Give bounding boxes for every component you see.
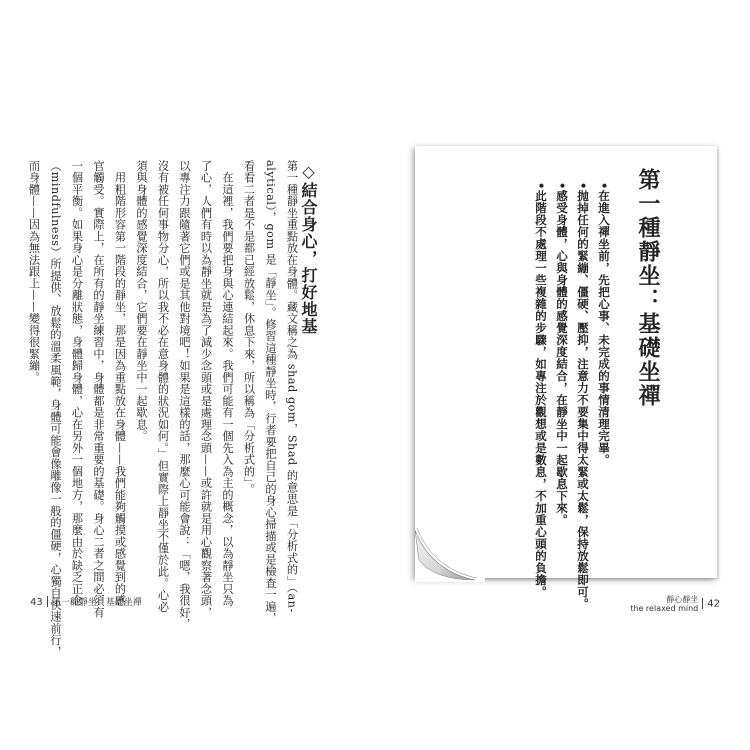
body-line: 而身體——因為無法跟上——變得很緊繃。 <box>27 160 41 384</box>
left-footer <box>30 595 142 608</box>
page-number: 42 <box>707 598 720 610</box>
body-line: 官觸受。實際上，在所有的靜坐練習中，身體都是非常重要的基礎。身心二者之間必須有 <box>92 160 105 619</box>
footer-divider <box>47 596 48 607</box>
chapter-title: 第一種靜坐：基礎坐禪 <box>635 168 660 408</box>
body-line: 以專注力跟隨著它們或是其他對境吧！如果是這樣的話，那麼心可能會說：「嗯，我很好， <box>178 160 191 630</box>
body-line: 一個平衡。如果身心是分離狀態，身體歸身體，心在另外一個地方，那麼由於缺乏正念 <box>70 160 84 607</box>
body-line: 用粗階形容第一階段的靜坐，那是因為重點放在身體——我們能夠觸摸或感覺到的感 <box>113 160 127 607</box>
section-heading: ◇結合身心，打好地基 <box>299 162 318 335</box>
summary-bullet: •感受身體，心與身體的感覺深度結合，在靜坐中一起歇息下來。 <box>555 182 569 526</box>
body-line: 了心，人們有時以為靜坐就是為了減少念頭或是處理念頭——或許就是用心觀察著念頭， <box>199 160 213 619</box>
summary-bullet: •此階段不處理一些複雜的步驟，如專注於觀想或是數息，不加重心頭的負擔。 <box>534 182 548 598</box>
body-line: alytical），gom 是「靜坐」。修習這種靜坐時，行者要把自己的身心掃描或是檢查一遍， <box>264 160 277 625</box>
footer-divider <box>702 598 703 609</box>
running-head-cn: 靜心靜坐 <box>666 595 699 604</box>
right-footer <box>630 595 720 613</box>
body-line: 須與身體的感覺深度結合，它們要在靜坐中一起歇息。 <box>135 160 148 442</box>
body-line: （mindfulness）所提供、放鬆的溫柔風範，身體可能會像雕像一般的僵硬，心獨自快速前行， <box>49 160 62 658</box>
summary-bullet: •抛掉任何的緊繃、僵硬、壓抑，注意力不要集中得太緊或太鬆，保持放鬆即可。 <box>576 182 590 610</box>
body-line: 在這裡，我們要把身與心連結起來。我們可能有一個先入為主的概念，以為靜坐只為 <box>221 160 234 607</box>
summary-bullets <box>520 182 612 610</box>
body-line: 沒有被任何事物分心，所以我不必在意身體的狀況如何。」但實際上靜坐不僅於此。心必 <box>156 160 170 613</box>
page-number: 43 <box>30 597 43 608</box>
summary-bullet: •在進入禪坐前，先把心事、未完成的事情清理完畢。 <box>597 182 611 466</box>
body-line: 看看二者是不是都已經放鬆，休息下來，所以稱為「分析式的」。 <box>242 160 256 496</box>
running-head-en: the relaxed mind <box>630 604 699 613</box>
running-head: 第一種靜坐：基礎坐禪 <box>51 598 142 608</box>
body-line: 第一種靜坐重點放在身體。藏文稱之為 shad gom，Shad 的意思是「分析式的」（an- <box>285 160 299 613</box>
running-head-block <box>630 595 698 613</box>
